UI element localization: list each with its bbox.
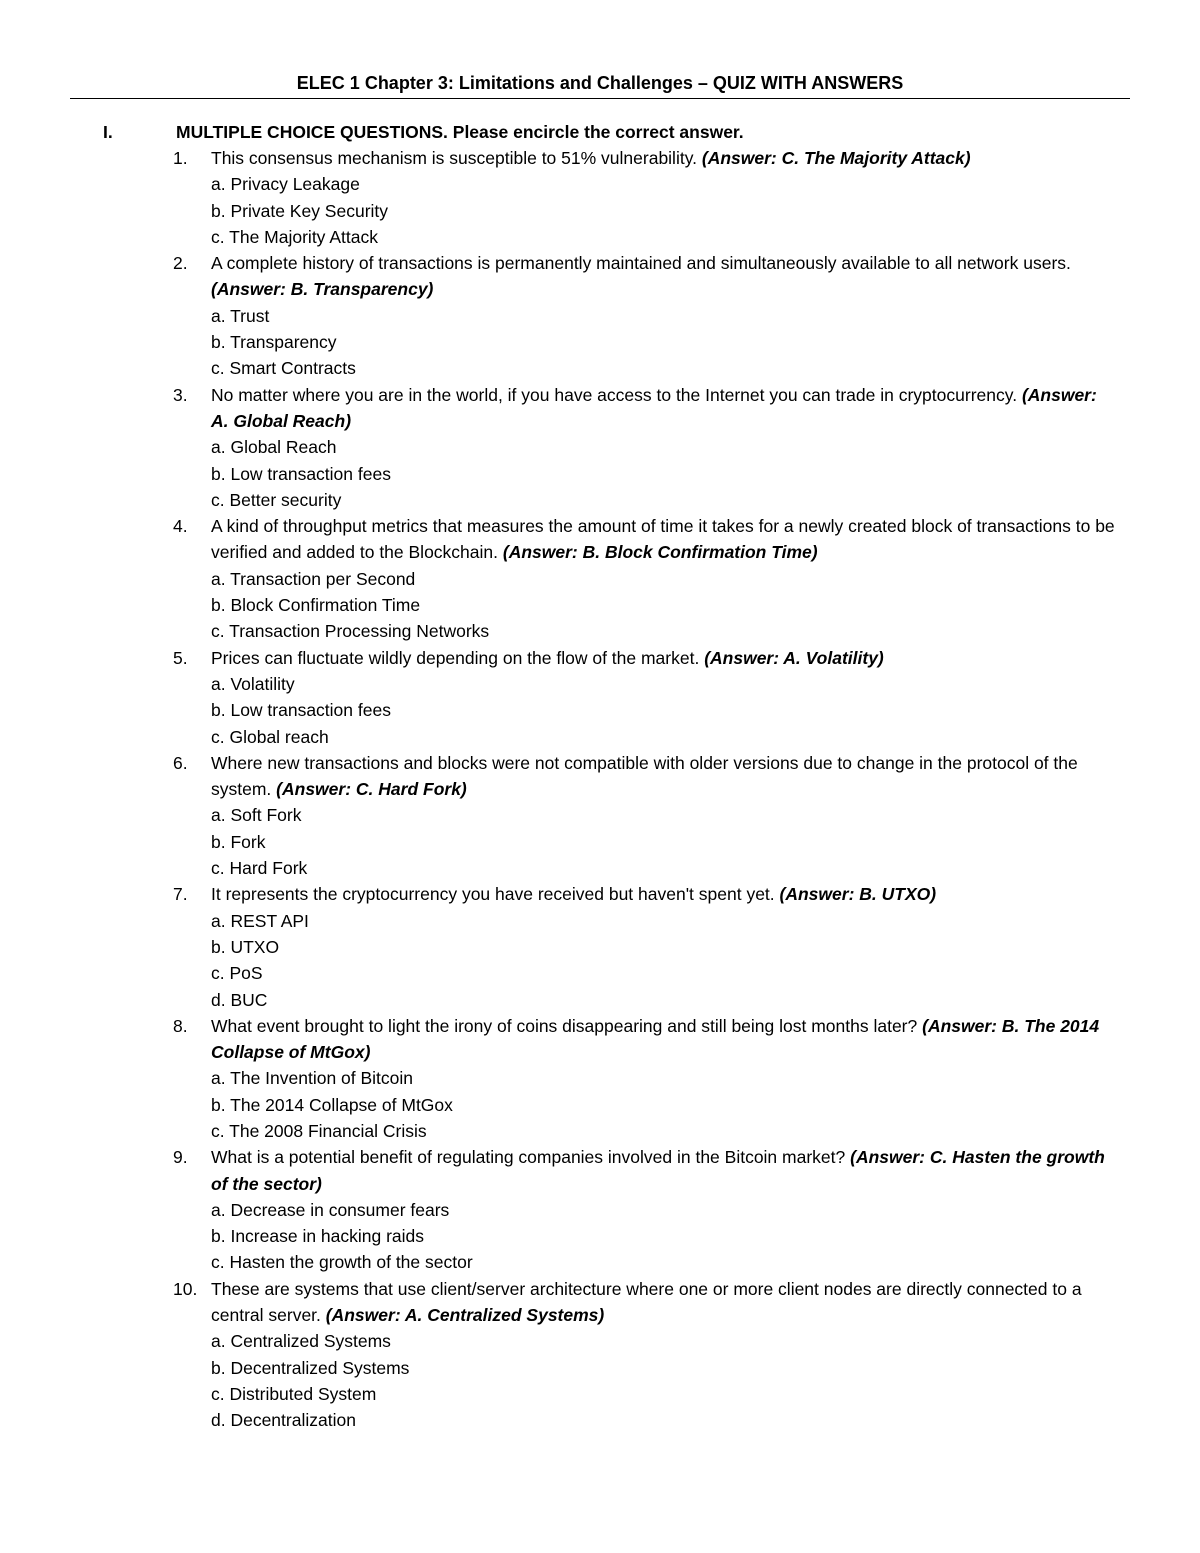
choice-list [103,908,1133,1013]
choice-option: b. Private Key Security [211,200,389,221]
choice-option: a. Global Reach [211,437,337,458]
question-stem: A complete history of transactions is permanently maintained and simultaneously available to all network users. [211,253,1071,274]
choice-option: b. UTXO [211,936,280,957]
choice-list [103,303,1133,382]
question-item [103,645,1133,750]
question-stem: A kind of throughput metrics that measures the amount of time it takes for a newly created block of transactions to be verified and added to the Blockchain. [211,516,1115,563]
question-item [103,750,1133,881]
choice-option: b. Transparency [211,332,337,353]
question-text [211,1144,1116,1197]
choice-list [103,802,1133,881]
choice-option: c. Hasten the growth of the sector [211,1252,473,1273]
question-item [103,382,1133,513]
choice-option: c. PoS [211,963,263,984]
choice-option: c. The 2008 Financial Crisis [211,1120,427,1141]
question-text [211,382,1116,435]
choice-option: c. Smart Contracts [211,358,356,379]
choice-option: c. Global reach [211,726,329,747]
question-number: 5. [173,647,188,668]
question-stem: These are systems that use client/server architecture where one or more client nodes are directly connected to a central server. [211,1278,1082,1326]
choice-option: b. The 2014 Collapse of MtGox [211,1094,453,1115]
choice-option: d. BUC [211,989,268,1010]
choice-option: a. Volatility [211,673,295,694]
choice-option: b. Increase in hacking raids [211,1226,425,1247]
question-number: 10. [173,1278,198,1299]
choice-option: a. REST API [211,910,309,931]
choice-option: b. Decentralized Systems [211,1357,410,1378]
question-text [211,1013,1116,1066]
answer-key: (Answer: A. Centralized Systems) [325,1305,605,1326]
section-numeral: I. [103,122,113,142]
answer-key: (Answer: B. The 2014 Collapse of MtGox) [211,1015,1100,1063]
multiple-choice-section [103,119,1133,1434]
choice-option: a. Privacy Leakage [211,174,360,195]
question-text [211,881,1116,907]
answer-key: (Answer: B. Block Confirmation Time) [502,542,818,563]
choice-option: b. Block Confirmation Time [211,595,421,616]
answer-key: (Answer: B. Transparency) [211,279,434,300]
question-item [103,1276,1133,1434]
section-title: MULTIPLE CHOICE QUESTIONS. Please encircle the correct answer. [176,122,744,142]
choice-option: a. Trust [211,305,270,326]
answer-key: (Answer: C. The Majority Attack) [701,148,971,168]
question-list [103,145,1133,1434]
question-item [103,1144,1133,1275]
question-item [103,513,1133,644]
question-stem: This consensus mechanism is susceptible to 51% vulnerability. [211,148,698,168]
question-stem: It represents the cryptocurrency you have received but haven't spent yet. [211,884,775,905]
choice-option: a. The Invention of Bitcoin [211,1068,414,1089]
choice-option: b. Low transaction fees [211,700,391,721]
choice-list [103,434,1133,513]
question-number: 1. [173,148,188,168]
question-item [103,1013,1133,1144]
question-text [211,645,1116,671]
question-number: 3. [173,384,188,405]
choice-option: c. Better security [211,489,342,510]
choice-option: b. Low transaction fees [211,463,391,484]
answer-key: (Answer: B. UTXO) [779,884,937,905]
choice-list [103,171,1133,250]
question-text [211,513,1116,566]
section-heading [103,119,1133,145]
question-stem: Prices can fluctuate wildly depending on the flow of the market. [211,647,700,668]
choice-option: a. Decrease in consumer fears [211,1199,450,1220]
question-number: 7. [173,884,188,905]
answer-key: (Answer: A. Global Reach) [211,384,1097,431]
choice-option: a. Centralized Systems [211,1331,391,1352]
choice-option: c. Hard Fork [211,858,308,879]
choice-list [103,566,1133,645]
answer-key: (Answer: C. Hasten the growth of the sector) [211,1147,1105,1194]
question-number: 4. [173,516,188,537]
choice-option: d. Decentralization [211,1410,356,1431]
choice-option: a. Transaction per Second [211,568,416,589]
choice-list [103,1328,1133,1433]
question-number: 2. [173,253,188,274]
choice-list [103,671,1133,750]
question-text [211,1276,1116,1329]
question-text [211,145,1116,171]
choice-option: c. Distributed System [211,1383,377,1404]
question-stem: No matter where you are in the world, if you have access to the Internet you can trade in cryptocurrency. [211,384,1018,405]
question-item [103,250,1133,381]
choice-list [103,1197,1133,1276]
choice-option: c. Transaction Processing Networks [211,621,490,642]
question-number: 8. [173,1015,188,1036]
page-title: ELEC 1 Chapter 3: Limitations and Challenges – QUIZ WITH ANSWERS [296,73,904,93]
choice-list [103,1065,1133,1144]
question-number: 6. [173,752,188,773]
question-text [211,750,1116,803]
title-divider [70,98,1130,99]
question-item [103,881,1133,1012]
question-stem: What event brought to light the irony of coins disappearing and still being lost months later? [211,1015,918,1036]
question-stem: Where new transactions and blocks were not compatible with older versions due to change in the protocol of the system. [211,752,1078,800]
answer-key: (Answer: C. Hard Fork) [276,779,467,800]
question-item [103,145,1133,250]
answer-key: (Answer: A. Volatility) [704,647,884,668]
question-stem: What is a potential benefit of regulating companies involved in the Bitcoin market? [211,1147,846,1168]
question-number: 9. [173,1147,188,1168]
choice-option: a. Soft Fork [211,805,302,826]
choice-option: b. Fork [211,831,266,852]
question-text [211,250,1116,303]
choice-option: c. The Majority Attack [211,226,378,247]
